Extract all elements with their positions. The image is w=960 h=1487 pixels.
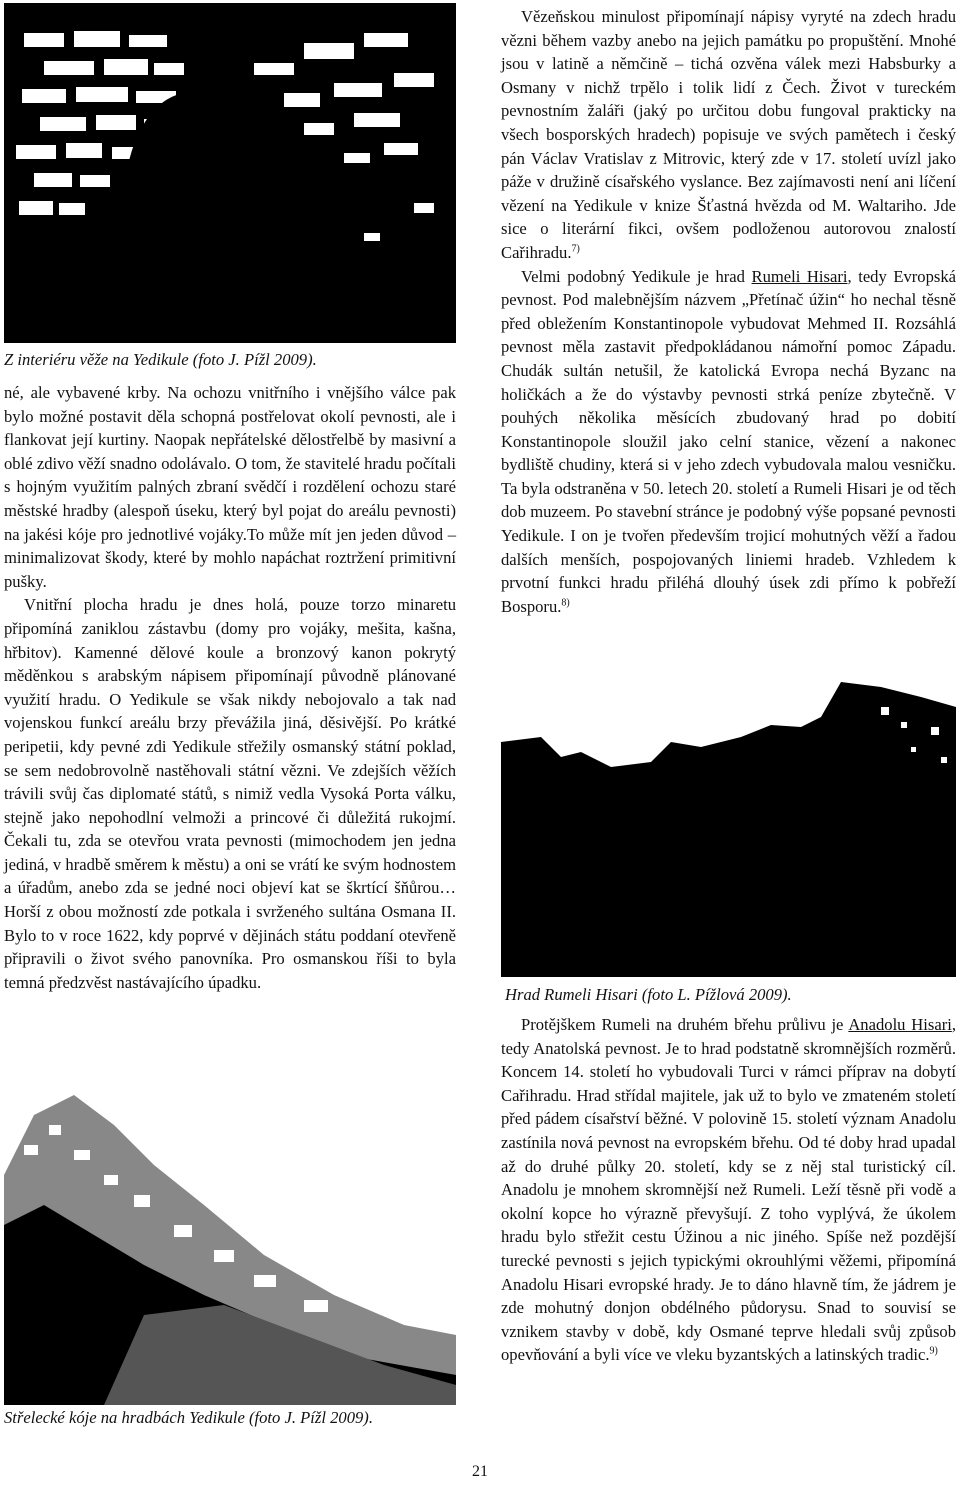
paragraph: Vězeňskou minulost připomínají nápisy vyryté na zdech hradu vězni během vazby anebo na jejich památku po propuštění. Mnohé jsou v latině a němčině – tichá ozvěna válek mezi Habsburky a Osmany v nichž trpělo i tolik lidí z Čech. Život v tureckém pevnostním žaláři (jaký po určitou dobu fungoval prakticky na všech bosporských hradech) popisuje ve svých pamětech i český pán Václav Vratislav z Mitrovic, který zde v 17. století uvízl jako páže v družině císařského vyslance. Bez zajímavosti není ani líčení vězení na Yedikule v knize Šťastná hvězda od M. Waltariho. Jde sice o literární fikci, ovšem podloženou autorovou znalostí Cařihradu.$^{7)}$: [501, 7, 956, 262]
paragraph: Protějškem Rumeli na druhém břehu průlivu je Anadolu Hisari, tedy Anatolská pevnost. Je to hrad podstatně skromnějších rozměrů. Koncem 14. století ho vybudovali Turci v rámci příprav na dobytí Cařihradu. Hrad střídal majitele, jak už to bylo ve zmateném století před pádem císařství běžné. V polovině 15. století význam Anadolu zastínila nová pevnost na evropském břehu. Od té doby hrad upadal až do druhé půlky 20. století, kdy se z něj stal turistický cíl. Anadolu je mnohem skromnější než Rumeli. Leží těsně při vodě a okolní kopce ho výrazně převyšují. Z toho vyplývá, že úkolem hradu bylo střežit cestu Úžinou a nic jiného. Spíše než pozdější turecké pevnosti s jejich typickými okrouhlými věžemi, připomíná Anadolu Hisari evropské hrady. Je to dáno hlavně tím, že jádrem je zde mohutný donjon obdélného půdorysu. Snad to souvisí se vznikem stavby v době, kdy Osmané teprve hledali svůj způsob opevňování a byli více ve vleku byzantských a latinských tradic.$^{9)}$: [501, 1015, 956, 1365]
paragraph: Velmi podobný Yedikule je hrad Rumeli Hisari, tedy Evropská pevnost. Pod malebnějším názvem „Přetínač úžin“ ho nechal těsně před obležením Konstantinopole vybudovat Mehmed II. Rozsáhlá pevnost měla zastavit předpokládanou námořní pomoc Západu. Chudák sultán netušil, že katolická Evropa nechá Byzanc na holičkách a že do výstavby pevnosti strká peníze zbytečně. V pouhých několika měsících zbudovaný hrad po dobití Konstantinopole sloužil jako celní stanice, vězení a nakonec bydliště chudiny, která si v jeho zdech vybudovala malou vesničku. Ta byla odstraněna v 50. letech 20. století a Rumeli Hisari je od těch dob muzeem. Po stavební stránce je podobný výše popsané pevnosti Yedikule. I on je tvořen především trojicí mohutných věží a řadou dalších menších, pospojovaných liniemi hradeb. Vzhledem k prvotní funkci hradu přiléhá dlouhý úsek zdi přímo k pobřeží Bosporu.$^{8)}$: [501, 266, 957, 616]
footnote-ref: 9): [929, 1345, 938, 1357]
anadolu-hisari-link: Anadolu Hisari: [848, 1015, 952, 1034]
right-text-column-lower: [501, 1013, 956, 1367]
footnote-ref: 8): [561, 597, 570, 609]
paragraph: né, ale vybavené krby. Na ochozu vnitřního i vnějšího válce pak bylo možné postavit děla schopná postřelovat okolí pevnosti, ale i flankovat její kurtiny. Naopak nepřátelské dělostřelbě by masivní a oblé zdivo věží snadno odolávalo. O tom, že stavitelé hradu počítali s hojným využitím palných zbraní svědčí i rozdělení ochozu staré městské hradby (alespoň úseku, který byl pojat do areálu pevnosti) na jakési kóje pro jednotlivé vojáky.To může mít jen jeden důvod – minimalizovat škody, které by mohlo napáchat roztržení primitivní pušky.: [4, 383, 456, 591]
image-caption: Z interiéru věže na Yedikule (foto J. Pížl 2009).: [4, 350, 317, 369]
right-text-column: [501, 5, 956, 618]
image-caption: Hrad Rumeli Hisari (foto L. Pížlová 2009).: [505, 985, 792, 1004]
yedikule-tower-interior-photo: [4, 3, 456, 343]
rumeli-hisari-link: Rumeli Hisari: [751, 266, 848, 286]
page-number: 21: [472, 1463, 488, 1480]
rumeli-hisari-photo: [501, 667, 956, 977]
image-caption: Střelecké kóje na hradbách Yedikule (foto J. Pížl 2009).: [4, 1408, 373, 1427]
footnote-ref: 7): [571, 243, 580, 255]
yedikule-shooting-booths-photo: [4, 1055, 456, 1405]
paragraph: Vnitřní plocha hradu je dnes holá, pouze torzo minaretu připomíná zaniklou zástavbu (domy pro vojáky, mešita, kašna, hřbitov). Kamenné dělové koule a bronzový kanon pokrytý měděnkou s arabským nápisem připomínají původně plánované využití hradu. O Yedikule se však nikdy nebojovalo a tak nad vojenskou funkcí areálu brzy převážila jiná, děsivější. Po krátké peripetii, kdy pevné zdi Yedikule střežily osmanský státní poklad, se sem nedobrovolně nastěhovali státní vězni. Ve zdejších věžích trávili svůj čas diplomaté států, s nimiž vedla Vysoká Porta válku, stejně jako nepohodlní velmoži a princové či důležitá rukojmí. Čekali tu, zda se otevřou vrata pevnosti (mimochodem jen jedna jediná, v hradbě směrem k městu) a oni se vrátí ke svým hodnostem a úřadům, anebo zda se jedné noci objeví kat se škrtící šňůrou… Horší z obou možností zde potkala i svrženého sultána Osmana II. Bylo to v roce 1622, kdy poprvé v dějinách státu poddaní otevřeně připravili o život svého panovníka. Pro osmanskou říši to byla temná předzvěst nastávajícího úpadku.: [4, 595, 456, 992]
left-text-column: [4, 381, 456, 994]
